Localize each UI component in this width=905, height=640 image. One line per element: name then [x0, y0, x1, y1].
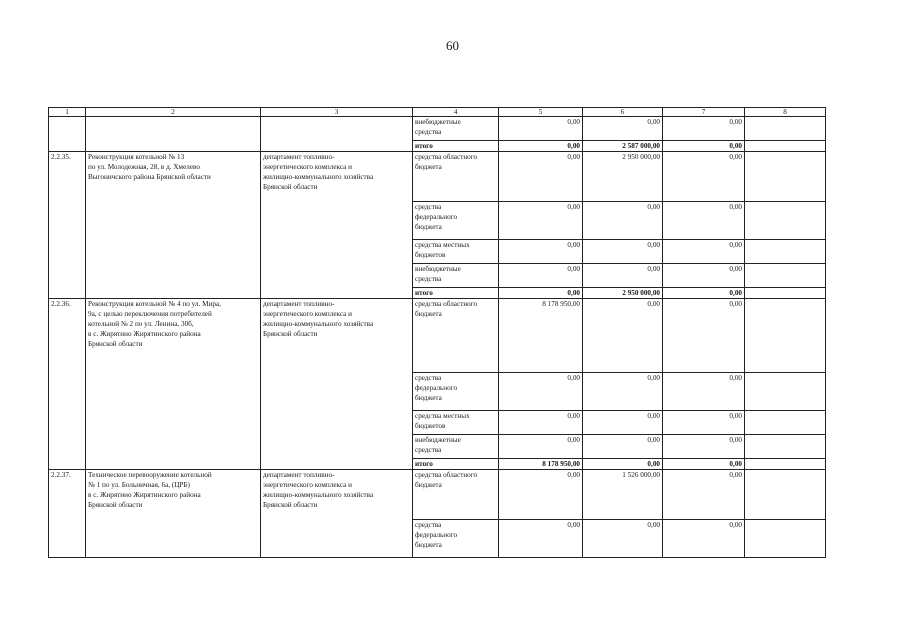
amount-col8: [745, 435, 826, 459]
amount-col7: 0,00: [663, 152, 745, 202]
amount-col7: 0,00: [663, 264, 745, 288]
funding-source: средства федерального бюджета: [413, 373, 499, 411]
amount-col8: [745, 141, 826, 152]
page-number: 60: [446, 38, 459, 53]
amount-col7: 0,00: [663, 470, 745, 520]
amount-col6: 0,00: [583, 435, 663, 459]
amount-col5: 0,00: [499, 435, 583, 459]
amount-col8: [745, 470, 826, 520]
table-row: [49, 470, 826, 520]
item-executor: департамент топливно- энергетического комплекса и жилищно-коммунального хозяйства Брянской области: [261, 299, 413, 470]
amount-col8: [745, 373, 826, 411]
amount-col5: 8 178 950,00: [499, 299, 583, 373]
amount-col5: 0,00: [499, 288, 583, 299]
item-executor: департамент топливно- энергетического комплекса и жилищно-коммунального хозяйства Брянской области: [261, 470, 413, 558]
amount-col7: 0,00: [663, 299, 745, 373]
funding-source: итого: [413, 141, 499, 152]
amount-col7: 0,00: [663, 141, 745, 152]
amount-col7: 0,00: [663, 373, 745, 411]
amount-col5: 0,00: [499, 240, 583, 264]
budget-table: [48, 107, 826, 558]
funding-source: итого: [413, 459, 499, 470]
funding-source: итого: [413, 288, 499, 299]
amount-col7: 0,00: [663, 435, 745, 459]
header-cell: 3: [261, 108, 413, 117]
amount-col7: 0,00: [663, 288, 745, 299]
amount-col6: 2 950 000,00: [583, 288, 663, 299]
amount-col6: 1 526 000,00: [583, 470, 663, 520]
header-cell: 2: [86, 108, 261, 117]
header-cell: 6: [583, 108, 663, 117]
amount-col8: [745, 459, 826, 470]
amount-col6: 0,00: [583, 117, 663, 141]
amount-col7: 0,00: [663, 117, 745, 141]
table-row: [49, 117, 826, 141]
amount-col5: 0,00: [499, 520, 583, 558]
amount-col6: 0,00: [583, 240, 663, 264]
header-cell: 1: [49, 108, 86, 117]
funding-source: средства областного бюджета: [413, 152, 499, 202]
amount-col5: 0,00: [499, 141, 583, 152]
amount-col8: [745, 299, 826, 373]
amount-col8: [745, 202, 826, 240]
amount-col8: [745, 288, 826, 299]
amount-col8: [745, 520, 826, 558]
funding-source: средства федерального бюджета: [413, 202, 499, 240]
amount-col5: 0,00: [499, 470, 583, 520]
amount-col5: 0,00: [499, 152, 583, 202]
amount-col8: [745, 411, 826, 435]
funding-source: внебюджетные средства: [413, 117, 499, 141]
funding-source: средства федерального бюджета: [413, 520, 499, 558]
amount-col6: 0,00: [583, 373, 663, 411]
item-name: Реконструкция котельной № 4 по ул. Мира, 9а, с целью переключения потребителей котельной № 2 по ул. Ленина, 30б, в с. Жирятино Жирятинского района Брянской области: [86, 299, 261, 470]
item-code: 2.2.37.: [49, 470, 86, 558]
amount-col5: 0,00: [499, 202, 583, 240]
amount-col5: 0,00: [499, 264, 583, 288]
funding-source: средства областного бюджета: [413, 299, 499, 373]
amount-col7: 0,00: [663, 411, 745, 435]
funding-source: внебюджетные средства: [413, 435, 499, 459]
amount-col7: 0,00: [663, 202, 745, 240]
amount-col6: 0,00: [583, 264, 663, 288]
amount-col6: 0,00: [583, 299, 663, 373]
amount-col7: 0,00: [663, 459, 745, 470]
item-executor: [261, 117, 413, 152]
item-code: [49, 117, 86, 152]
header-cell: 8: [745, 108, 826, 117]
amount-col6: 2 587 000,00: [583, 141, 663, 152]
amount-col6: 2 950 000,00: [583, 152, 663, 202]
funding-source: внебюджетные средства: [413, 264, 499, 288]
amount-col5: 8 178 950,00: [499, 459, 583, 470]
amount-col8: [745, 152, 826, 202]
funding-source: средства областного бюджета: [413, 470, 499, 520]
amount-col8: [745, 117, 826, 141]
amount-col6: 0,00: [583, 202, 663, 240]
funding-source: средства местных бюджетов: [413, 240, 499, 264]
funding-source: средства местных бюджетов: [413, 411, 499, 435]
amount-col6: 0,00: [583, 411, 663, 435]
header-row: [49, 108, 826, 117]
header-cell: 5: [499, 108, 583, 117]
amount-col8: [745, 240, 826, 264]
amount-col5: 0,00: [499, 373, 583, 411]
header-cell: 4: [413, 108, 499, 117]
amount-col5: 0,00: [499, 117, 583, 141]
item-executor: департамент топливно- энергетического комплекса и жилищно-коммунального хозяйства Брянской области: [261, 152, 413, 299]
amount-col5: 0,00: [499, 411, 583, 435]
amount-col8: [745, 264, 826, 288]
amount-col6: 0,00: [583, 520, 663, 558]
amount-col7: 0,00: [663, 240, 745, 264]
item-name: Техническое перевооружение котельной № 1 по ул. Больничная, 6а, (ЦРБ) в с. Жирятино Жирятинского района Брянской области: [86, 470, 261, 558]
item-name: Реконструкция котельной № 13 по ул. Молодежная, 28, в д. Хмелево Выгоничского района Брянской области: [86, 152, 261, 299]
item-name: [86, 117, 261, 152]
table-row: [49, 299, 826, 373]
item-code: 2.2.36.: [49, 299, 86, 470]
table-row: [49, 152, 826, 202]
amount-col7: 0,00: [663, 520, 745, 558]
item-code: 2.2.35.: [49, 152, 86, 299]
amount-col6: 0,00: [583, 459, 663, 470]
header-cell: 7: [663, 108, 745, 117]
